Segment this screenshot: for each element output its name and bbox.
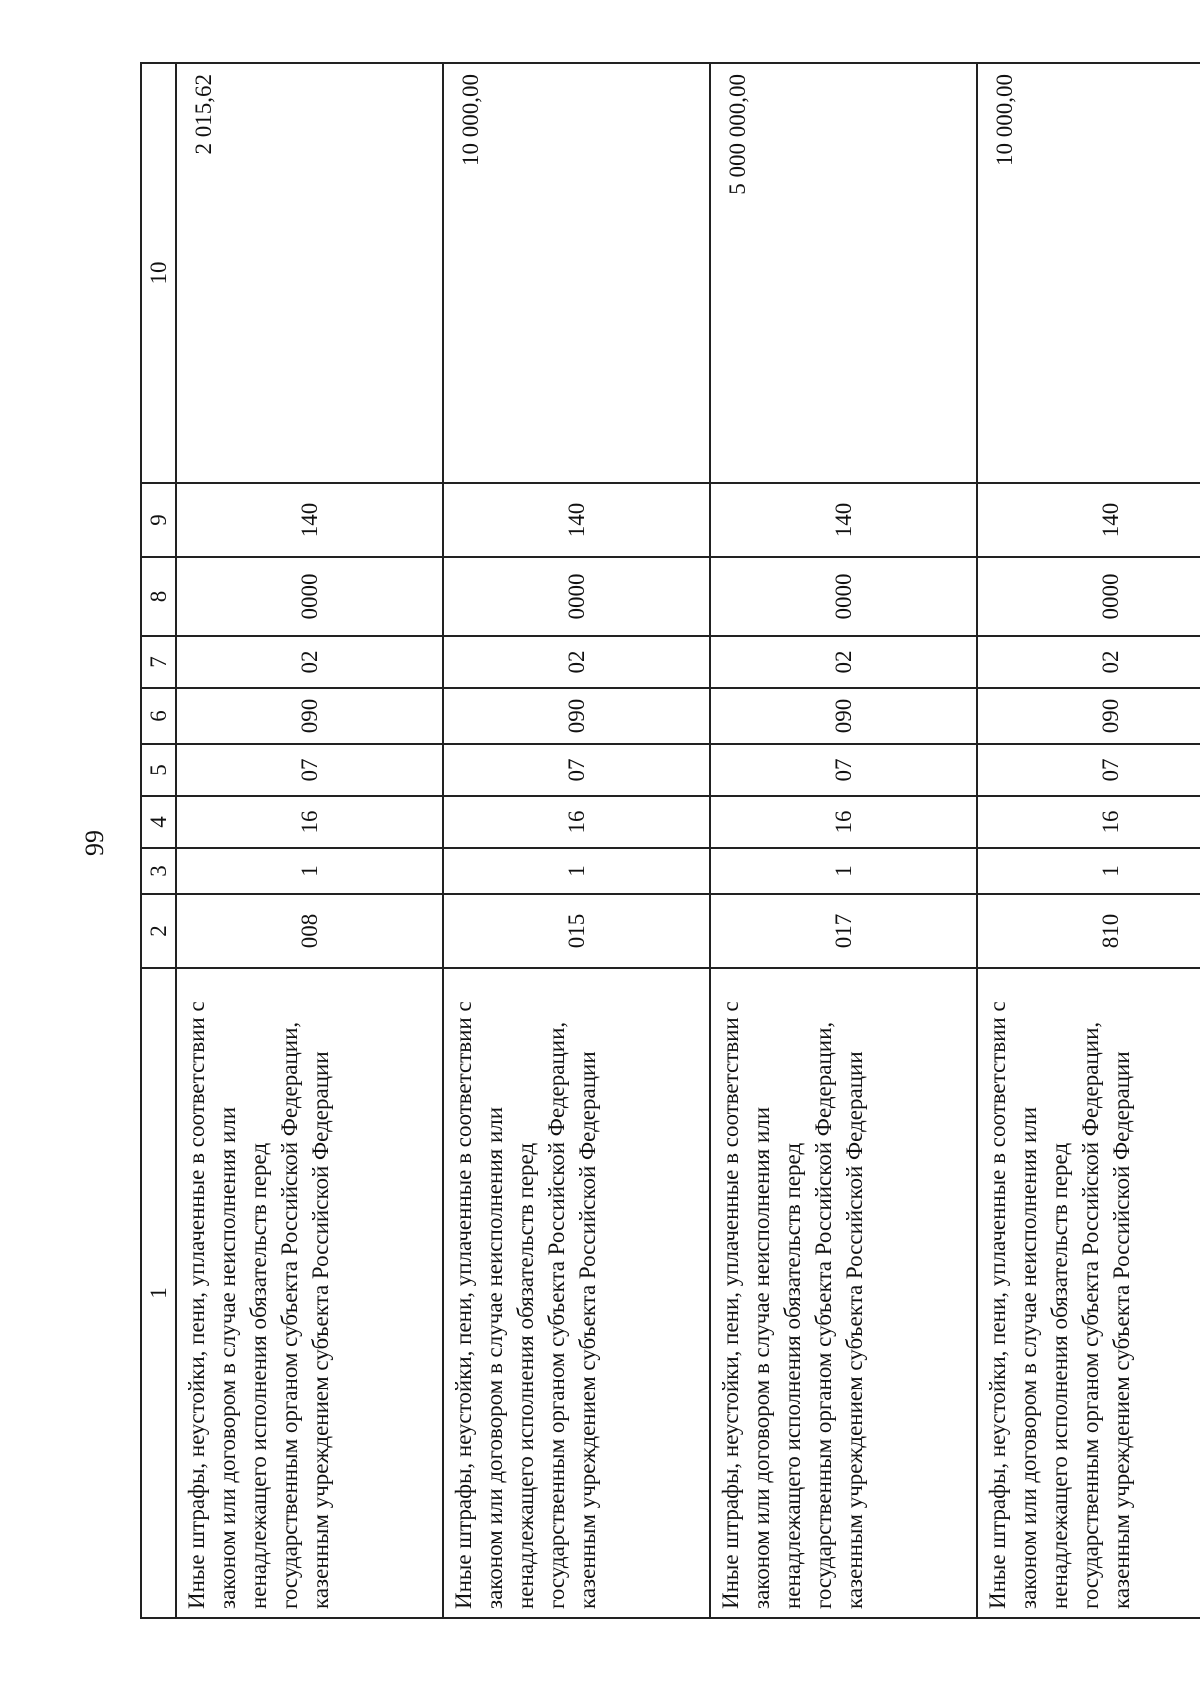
budget-table xyxy=(140,62,1200,1619)
cell-code: 015 xyxy=(443,894,710,968)
cell-code: 07 xyxy=(443,744,710,796)
column-header: 4 xyxy=(141,796,176,848)
row-description: Иные штрафы, неустойки, пени, уплаченные в соответствии с законом или договором в случае неисполнения или ненадлежащего исполнения обязательств перед государственным органом субъекта Российской Федерации, казенным учреждением субъекта Российской Федерации xyxy=(176,968,443,1618)
cell-code: 02 xyxy=(977,636,1200,688)
column-header: 3 xyxy=(141,848,176,894)
table-header-row xyxy=(141,63,176,1618)
cell-code: 07 xyxy=(977,744,1200,796)
cell-code: 090 xyxy=(176,688,443,744)
table-row xyxy=(977,63,1200,1618)
cell-code: 16 xyxy=(176,796,443,848)
table-row xyxy=(443,63,710,1618)
cell-code: 090 xyxy=(710,688,977,744)
column-header: 9 xyxy=(141,483,176,557)
row-amount: 2 015,62 xyxy=(176,63,443,483)
table-row xyxy=(710,63,977,1618)
cell-code: 16 xyxy=(977,796,1200,848)
cell-code: 02 xyxy=(443,636,710,688)
cell-code: 0000 xyxy=(176,557,443,636)
column-header: 7 xyxy=(141,636,176,688)
row-description: Иные штрафы, неустойки, пени, уплаченные в соответствии с законом или договором в случае неисполнения или ненадлежащего исполнения обязательств перед государственным органом субъекта Российской Федерации, казенным учреждением субъекта Российской Федерации xyxy=(443,968,710,1618)
row-amount: 10 000,00 xyxy=(977,63,1200,483)
cell-code: 16 xyxy=(443,796,710,848)
column-header: 2 xyxy=(141,894,176,968)
column-header: 10 xyxy=(141,63,176,483)
rotated-table-wrapper xyxy=(140,64,1160,1619)
cell-code: 008 xyxy=(176,894,443,968)
cell-code: 090 xyxy=(443,688,710,744)
row-amount: 5 000 000,00 xyxy=(710,63,977,483)
row-amount: 10 000,00 xyxy=(443,63,710,483)
row-description: Иные штрафы, неустойки, пени, уплаченные в соответствии с законом или договором в случае неисполнения или ненадлежащего исполнения обязательств перед государственным органом субъекта Российской Федерации, казенным учреждением субъекта Российской Федерации xyxy=(977,968,1200,1618)
page-number: 99 xyxy=(80,830,109,856)
cell-code: 017 xyxy=(710,894,977,968)
row-description: Иные штрафы, неустойки, пени, уплаченные в соответствии с законом или договором в случае неисполнения или ненадлежащего исполнения обязательств перед государственным органом субъекта Российской Федерации, казенным учреждением субъекта Российской Федерации xyxy=(710,968,977,1618)
cell-code: 090 xyxy=(977,688,1200,744)
cell-code: 140 xyxy=(977,483,1200,557)
cell-code: 07 xyxy=(710,744,977,796)
cell-code: 1 xyxy=(443,848,710,894)
cell-code: 810 xyxy=(977,894,1200,968)
table-row xyxy=(176,63,443,1618)
column-header: 1 xyxy=(141,968,176,1618)
column-header: 5 xyxy=(141,744,176,796)
cell-code: 02 xyxy=(176,636,443,688)
cell-code: 0000 xyxy=(443,557,710,636)
cell-code: 0000 xyxy=(710,557,977,636)
cell-code: 140 xyxy=(176,483,443,557)
cell-code: 1 xyxy=(176,848,443,894)
cell-code: 1 xyxy=(710,848,977,894)
cell-code: 16 xyxy=(710,796,977,848)
column-header: 8 xyxy=(141,557,176,636)
cell-code: 02 xyxy=(710,636,977,688)
cell-code: 140 xyxy=(443,483,710,557)
cell-code: 140 xyxy=(710,483,977,557)
cell-code: 07 xyxy=(176,744,443,796)
cell-code: 0000 xyxy=(977,557,1200,636)
cell-code: 1 xyxy=(977,848,1200,894)
column-header: 6 xyxy=(141,688,176,744)
